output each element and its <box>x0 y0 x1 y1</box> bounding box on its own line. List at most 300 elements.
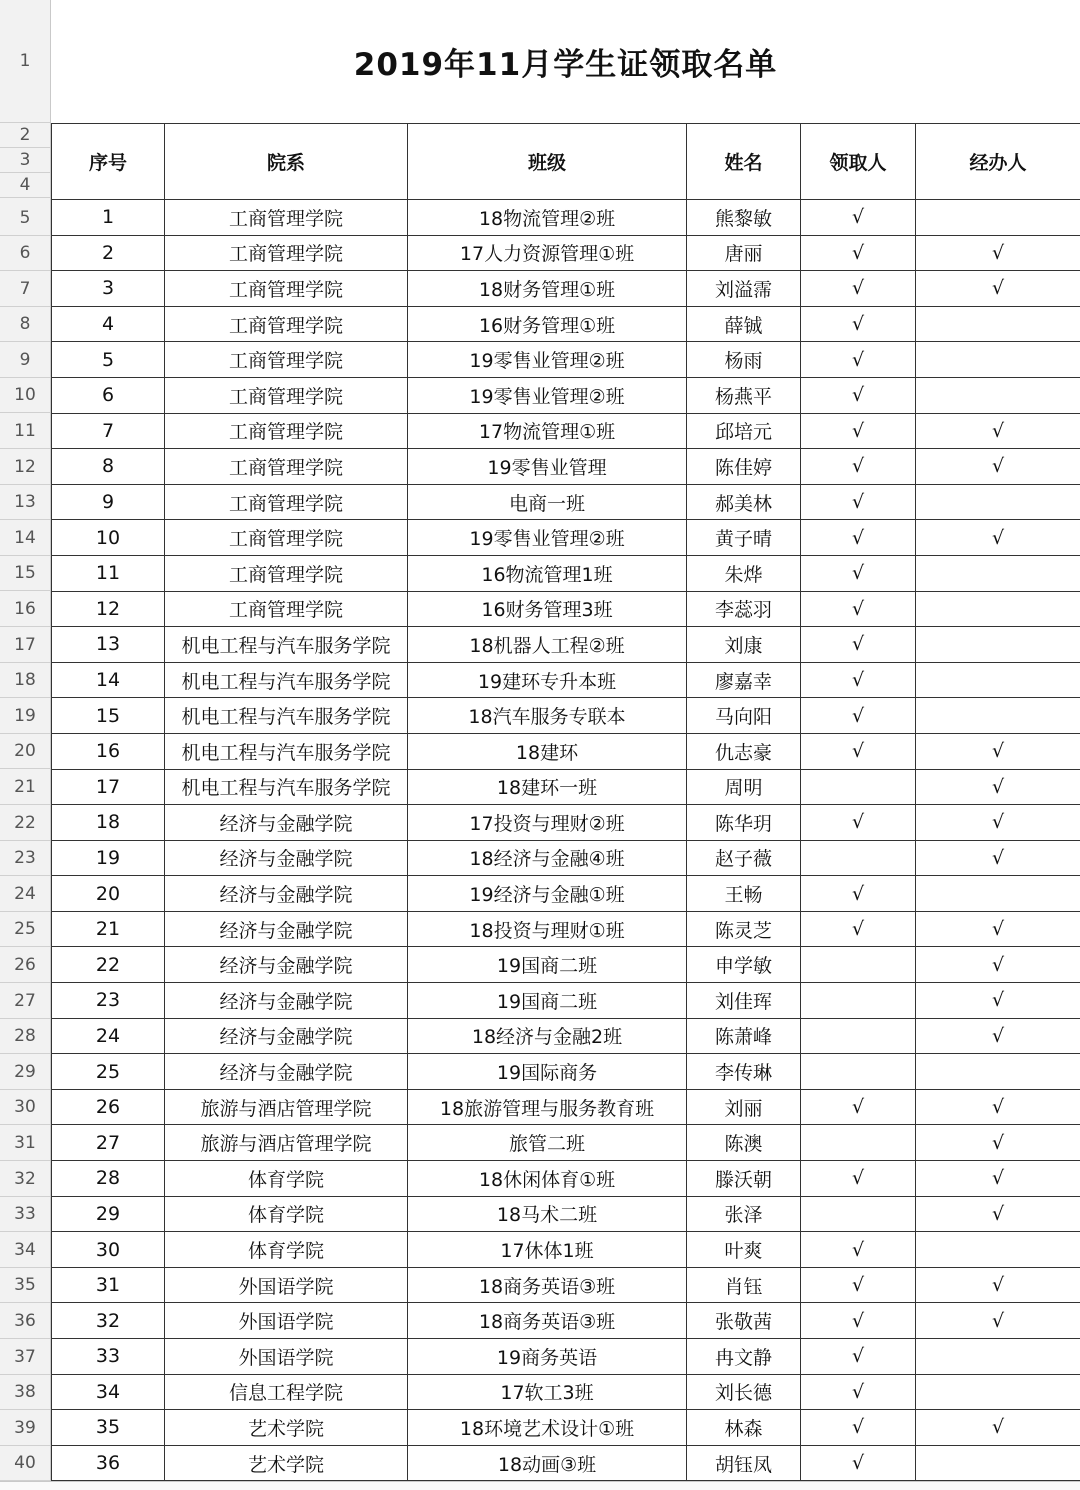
cell-class[interactable]: 19国商二班 <box>408 947 687 983</box>
row-number[interactable]: 34 <box>0 1232 50 1268</box>
cell-class[interactable]: 18休闲体育①班 <box>408 1161 687 1197</box>
cell-receiver[interactable]: √ <box>801 876 916 912</box>
cell-class[interactable]: 17软工3班 <box>408 1374 687 1410</box>
cell-name[interactable]: 刘溢霈 <box>687 271 801 307</box>
row-number[interactable]: 30 <box>0 1089 50 1125</box>
row-number[interactable]: 9 <box>0 342 50 378</box>
cell-class[interactable]: 18动画③班 <box>408 1445 687 1481</box>
cell-dept[interactable]: 工商管理学院 <box>165 235 408 271</box>
cell-name[interactable]: 刘丽 <box>687 1089 801 1125</box>
cell-agent[interactable]: √ <box>916 271 1080 307</box>
cell-receiver[interactable]: √ <box>801 1161 916 1197</box>
row-number[interactable]: 25 <box>0 911 50 947</box>
cell-agent[interactable] <box>916 1445 1080 1481</box>
cell-agent[interactable]: √ <box>916 1410 1080 1446</box>
cell-no[interactable]: 34 <box>52 1374 165 1410</box>
table-row <box>52 449 1080 485</box>
cell-name[interactable]: 熊黎敏 <box>687 200 801 236</box>
cell-name[interactable]: 陈灵芝 <box>687 911 801 947</box>
table-row <box>52 342 1080 378</box>
row-number[interactable]: 16 <box>0 591 50 627</box>
cell-class[interactable]: 19零售业管理②班 <box>408 520 687 556</box>
cell-no[interactable]: 18 <box>52 805 165 841</box>
row-number[interactable]: 14 <box>0 520 50 556</box>
cell-name[interactable]: 仇志豪 <box>687 733 801 769</box>
cell-name[interactable]: 叶爽 <box>687 1232 801 1268</box>
cell-name[interactable]: 林森 <box>687 1410 801 1446</box>
cell-dept[interactable]: 机电工程与汽车服务学院 <box>165 733 408 769</box>
cell-dept[interactable]: 旅游与酒店管理学院 <box>165 1089 408 1125</box>
header-row <box>52 124 1080 200</box>
cell-no[interactable]: 5 <box>52 342 165 378</box>
row-number[interactable]: 23 <box>0 840 50 876</box>
row-number[interactable]: 18 <box>0 662 50 698</box>
table-row <box>52 627 1080 663</box>
cell-receiver[interactable]: √ <box>801 413 916 449</box>
cell-name[interactable]: 冉文静 <box>687 1339 801 1375</box>
cell-dept[interactable]: 工商管理学院 <box>165 520 408 556</box>
cell-agent[interactable] <box>916 698 1080 734</box>
table-row <box>52 662 1080 698</box>
table-row <box>52 840 1080 876</box>
row-number[interactable]: 32 <box>0 1161 50 1197</box>
table-row <box>52 1303 1080 1339</box>
cell-agent[interactable] <box>916 627 1080 663</box>
cell-class[interactable]: 18物流管理②班 <box>408 200 687 236</box>
cell-dept[interactable]: 艺术学院 <box>165 1445 408 1481</box>
cell-receiver[interactable]: √ <box>801 1445 916 1481</box>
cell-agent[interactable] <box>916 484 1080 520</box>
row-number[interactable]: 22 <box>0 805 50 841</box>
row-number[interactable]: 17 <box>0 627 50 663</box>
cell-class[interactable]: 18建环一班 <box>408 769 687 805</box>
cell-class[interactable]: 电商一班 <box>408 484 687 520</box>
table-row <box>52 1161 1080 1197</box>
table-row <box>52 235 1080 271</box>
cell-dept[interactable]: 经济与金融学院 <box>165 911 408 947</box>
cell-receiver[interactable]: √ <box>801 1410 916 1446</box>
cell-class[interactable]: 19零售业管理②班 <box>408 342 687 378</box>
cell-no[interactable]: 3 <box>52 271 165 307</box>
table-row <box>52 983 1080 1019</box>
cell-receiver[interactable] <box>801 1196 916 1232</box>
table-row <box>52 1445 1080 1481</box>
cell-receiver[interactable] <box>801 1125 916 1161</box>
cell-agent[interactable]: √ <box>916 520 1080 556</box>
cell-name[interactable]: 张泽 <box>687 1196 801 1232</box>
cell-no[interactable]: 8 <box>52 449 165 485</box>
cell-dept[interactable]: 经济与金融学院 <box>165 947 408 983</box>
cell-no[interactable]: 21 <box>52 911 165 947</box>
cell-no[interactable]: 14 <box>52 662 165 698</box>
row-number[interactable]: 2 <box>0 123 50 148</box>
cell-class[interactable]: 19零售业管理②班 <box>408 377 687 413</box>
row-number[interactable]: 26 <box>0 947 50 983</box>
row-number[interactable]: 13 <box>0 484 50 520</box>
cell-no[interactable]: 20 <box>52 876 165 912</box>
cell-agent[interactable]: √ <box>916 911 1080 947</box>
cell-dept[interactable]: 体育学院 <box>165 1196 408 1232</box>
cell-receiver[interactable] <box>801 769 916 805</box>
row-number[interactable]: 8 <box>0 306 50 342</box>
cell-no[interactable]: 19 <box>52 840 165 876</box>
cell-dept[interactable]: 经济与金融学院 <box>165 1018 408 1054</box>
cell-no[interactable]: 32 <box>52 1303 165 1339</box>
cell-class[interactable]: 18经济与金融2班 <box>408 1018 687 1054</box>
col-header-agent[interactable]: 经办人 <box>916 124 1080 200</box>
row-number[interactable]: 10 <box>0 377 50 413</box>
cell-class[interactable]: 18环境艺术设计①班 <box>408 1410 687 1446</box>
table-row <box>52 1054 1080 1090</box>
cell-agent[interactable]: √ <box>916 1161 1080 1197</box>
cell-name[interactable]: 刘佳珲 <box>687 983 801 1019</box>
table-row <box>52 306 1080 342</box>
cell-receiver[interactable]: √ <box>801 1267 916 1303</box>
table-row <box>52 1374 1080 1410</box>
cell-dept[interactable]: 工商管理学院 <box>165 377 408 413</box>
cell-name[interactable]: 杨雨 <box>687 342 801 378</box>
cell-class[interactable]: 19国际商务 <box>408 1054 687 1090</box>
cell-no[interactable]: 1 <box>52 200 165 236</box>
cell-name[interactable]: 陈澳 <box>687 1125 801 1161</box>
table-row <box>52 1125 1080 1161</box>
row-number[interactable]: 35 <box>0 1267 50 1303</box>
cell-no[interactable]: 16 <box>52 733 165 769</box>
cell-dept[interactable]: 经济与金融学院 <box>165 1054 408 1090</box>
cell-no[interactable]: 36 <box>52 1445 165 1481</box>
cell-dept[interactable]: 机电工程与汽车服务学院 <box>165 698 408 734</box>
cell-no[interactable]: 11 <box>52 555 165 591</box>
cell-name[interactable]: 张敬茜 <box>687 1303 801 1339</box>
cell-class[interactable]: 18马术二班 <box>408 1196 687 1232</box>
cell-class[interactable]: 17投资与理财②班 <box>408 805 687 841</box>
table-row <box>52 769 1080 805</box>
cell-no[interactable]: 29 <box>52 1196 165 1232</box>
cell-dept[interactable]: 工商管理学院 <box>165 342 408 378</box>
cell-agent[interactable]: √ <box>916 733 1080 769</box>
cell-agent[interactable]: √ <box>916 1018 1080 1054</box>
cell-agent[interactable]: √ <box>916 1267 1080 1303</box>
cell-dept[interactable]: 工商管理学院 <box>165 200 408 236</box>
row-number[interactable]: 19 <box>0 698 50 734</box>
cell-dept[interactable]: 信息工程学院 <box>165 1374 408 1410</box>
row-number[interactable]: 21 <box>0 769 50 805</box>
cell-class[interactable]: 16物流管理1班 <box>408 555 687 591</box>
cell-name[interactable]: 薛铖 <box>687 306 801 342</box>
table-row <box>52 911 1080 947</box>
cell-agent[interactable] <box>916 377 1080 413</box>
cell-receiver[interactable]: √ <box>801 1232 916 1268</box>
cell-class[interactable]: 19经济与金融①班 <box>408 876 687 912</box>
cell-class[interactable]: 18商务英语③班 <box>408 1303 687 1339</box>
cell-agent[interactable]: √ <box>916 1303 1080 1339</box>
cell-receiver[interactable]: √ <box>801 662 916 698</box>
row-number[interactable]: 6 <box>0 235 50 271</box>
cell-receiver[interactable]: √ <box>801 200 916 236</box>
cell-name[interactable]: 李蕊羽 <box>687 591 801 627</box>
row-number[interactable]: 36 <box>0 1303 50 1339</box>
cell-name[interactable]: 唐丽 <box>687 235 801 271</box>
cell-receiver[interactable]: √ <box>801 1374 916 1410</box>
table-row <box>52 484 1080 520</box>
row-number[interactable]: 27 <box>0 983 50 1019</box>
cell-dept[interactable]: 工商管理学院 <box>165 449 408 485</box>
cell-agent[interactable] <box>916 306 1080 342</box>
cell-dept[interactable]: 旅游与酒店管理学院 <box>165 1125 408 1161</box>
cell-class[interactable]: 16财务管理3班 <box>408 591 687 627</box>
cell-class[interactable]: 18投资与理财①班 <box>408 911 687 947</box>
cell-agent[interactable]: √ <box>916 840 1080 876</box>
cell-class[interactable]: 17物流管理①班 <box>408 413 687 449</box>
cell-dept[interactable]: 工商管理学院 <box>165 555 408 591</box>
cell-receiver[interactable]: √ <box>801 698 916 734</box>
row-number[interactable]: 15 <box>0 555 50 591</box>
row-number[interactable]: 3 <box>0 148 50 173</box>
cell-name[interactable]: 申学敏 <box>687 947 801 983</box>
table-row <box>52 1267 1080 1303</box>
cell-no[interactable]: 26 <box>52 1089 165 1125</box>
cell-receiver[interactable] <box>801 947 916 983</box>
cell-no[interactable]: 33 <box>52 1339 165 1375</box>
cell-name[interactable]: 胡钰凤 <box>687 1445 801 1481</box>
cell-agent[interactable] <box>916 662 1080 698</box>
cell-agent[interactable]: √ <box>916 983 1080 1019</box>
cell-receiver[interactable]: √ <box>801 271 916 307</box>
cell-agent[interactable] <box>916 555 1080 591</box>
cell-agent[interactable]: √ <box>916 769 1080 805</box>
table-row <box>52 377 1080 413</box>
col-header-no[interactable]: 序号 <box>52 124 165 200</box>
col-header-receiver[interactable]: 领取人 <box>801 124 916 200</box>
table-row <box>52 698 1080 734</box>
cell-dept[interactable]: 经济与金融学院 <box>165 805 408 841</box>
row-number-gutter <box>0 0 51 1489</box>
cell-agent[interactable] <box>916 200 1080 236</box>
cell-agent[interactable] <box>916 1232 1080 1268</box>
cell-dept[interactable]: 体育学院 <box>165 1161 408 1197</box>
cell-class[interactable]: 19零售业管理 <box>408 449 687 485</box>
cell-name[interactable]: 马向阳 <box>687 698 801 734</box>
cell-name[interactable]: 陈萧峰 <box>687 1018 801 1054</box>
cell-class[interactable]: 18旅游管理与服务教育班 <box>408 1089 687 1125</box>
cell-class[interactable]: 18财务管理①班 <box>408 271 687 307</box>
cell-name[interactable]: 廖嘉幸 <box>687 662 801 698</box>
cell-no[interactable]: 35 <box>52 1410 165 1446</box>
row-number[interactable]: 40 <box>0 1445 50 1481</box>
cell-dept[interactable]: 工商管理学院 <box>165 413 408 449</box>
table-row <box>52 271 1080 307</box>
cell-no[interactable]: 7 <box>52 413 165 449</box>
cell-receiver[interactable]: √ <box>801 733 916 769</box>
table-row <box>52 1339 1080 1375</box>
row-number[interactable]: 20 <box>0 733 50 769</box>
cell-no[interactable]: 23 <box>52 983 165 1019</box>
cell-dept[interactable]: 外国语学院 <box>165 1339 408 1375</box>
table-row <box>52 1410 1080 1446</box>
cell-name[interactable]: 郝美林 <box>687 484 801 520</box>
row-number[interactable]: 11 <box>0 413 50 449</box>
cell-class[interactable]: 19国商二班 <box>408 983 687 1019</box>
student-card-table <box>51 123 1080 1481</box>
cell-name[interactable]: 王畅 <box>687 876 801 912</box>
cell-dept[interactable]: 工商管理学院 <box>165 306 408 342</box>
cell-dept[interactable]: 体育学院 <box>165 1232 408 1268</box>
cell-no[interactable]: 22 <box>52 947 165 983</box>
cell-name[interactable]: 黄子晴 <box>687 520 801 556</box>
cell-agent[interactable] <box>916 1339 1080 1375</box>
cell-class[interactable]: 17人力资源管理①班 <box>408 235 687 271</box>
cell-class[interactable]: 16财务管理①班 <box>408 306 687 342</box>
cell-dept[interactable]: 工商管理学院 <box>165 484 408 520</box>
cell-class[interactable]: 19建环专升本班 <box>408 662 687 698</box>
row-number[interactable]: 33 <box>0 1196 50 1232</box>
table-row <box>52 200 1080 236</box>
cell-receiver[interactable]: √ <box>801 342 916 378</box>
cell-dept[interactable]: 工商管理学院 <box>165 271 408 307</box>
cell-name[interactable]: 刘康 <box>687 627 801 663</box>
cell-no[interactable]: 9 <box>52 484 165 520</box>
cell-no[interactable]: 2 <box>52 235 165 271</box>
cell-agent[interactable] <box>916 1054 1080 1090</box>
cell-name[interactable]: 陈佳婷 <box>687 449 801 485</box>
cell-class[interactable]: 18建环 <box>408 733 687 769</box>
cell-no[interactable]: 25 <box>52 1054 165 1090</box>
table-row <box>52 1089 1080 1125</box>
cell-name[interactable]: 朱烨 <box>687 555 801 591</box>
cell-dept[interactable]: 机电工程与汽车服务学院 <box>165 662 408 698</box>
cell-class[interactable]: 18汽车服务专联本 <box>408 698 687 734</box>
col-header-dept[interactable]: 院系 <box>165 124 408 200</box>
cell-name[interactable]: 李传琳 <box>687 1054 801 1090</box>
cell-dept[interactable]: 机电工程与汽车服务学院 <box>165 769 408 805</box>
row-number[interactable]: 28 <box>0 1018 50 1054</box>
row-number[interactable]: 37 <box>0 1339 50 1375</box>
cell-class[interactable]: 18商务英语③班 <box>408 1267 687 1303</box>
table-row <box>52 555 1080 591</box>
cell-receiver[interactable]: √ <box>801 235 916 271</box>
cell-agent[interactable]: √ <box>916 1089 1080 1125</box>
cell-no[interactable]: 15 <box>52 698 165 734</box>
cell-dept[interactable]: 工商管理学院 <box>165 591 408 627</box>
table-row <box>52 1196 1080 1232</box>
cell-dept[interactable]: 艺术学院 <box>165 1410 408 1446</box>
cell-no[interactable]: 28 <box>52 1161 165 1197</box>
cell-dept[interactable]: 机电工程与汽车服务学院 <box>165 627 408 663</box>
cell-receiver[interactable]: √ <box>801 555 916 591</box>
cell-agent[interactable] <box>916 876 1080 912</box>
cell-agent[interactable] <box>916 1374 1080 1410</box>
table-row <box>52 1232 1080 1268</box>
cell-no[interactable]: 27 <box>52 1125 165 1161</box>
cell-agent[interactable] <box>916 342 1080 378</box>
col-header-name[interactable]: 姓名 <box>687 124 801 200</box>
cell-receiver[interactable] <box>801 983 916 1019</box>
cell-receiver[interactable]: √ <box>801 1089 916 1125</box>
row-number[interactable]: 31 <box>0 1125 50 1161</box>
cell-receiver[interactable]: √ <box>801 377 916 413</box>
cell-no[interactable]: 24 <box>52 1018 165 1054</box>
cell-receiver[interactable]: √ <box>801 911 916 947</box>
title-cell[interactable] <box>51 0 1080 123</box>
cell-no[interactable]: 31 <box>52 1267 165 1303</box>
cell-receiver[interactable] <box>801 1054 916 1090</box>
cell-name[interactable]: 周明 <box>687 769 801 805</box>
cell-class[interactable]: 旅管二班 <box>408 1125 687 1161</box>
cell-receiver[interactable]: √ <box>801 1303 916 1339</box>
cell-receiver[interactable] <box>801 840 916 876</box>
cell-no[interactable]: 6 <box>52 377 165 413</box>
cell-no[interactable]: 30 <box>52 1232 165 1268</box>
table-row <box>52 591 1080 627</box>
cell-no[interactable]: 12 <box>52 591 165 627</box>
cell-name[interactable]: 杨燕平 <box>687 377 801 413</box>
cell-receiver[interactable]: √ <box>801 306 916 342</box>
table-row <box>52 733 1080 769</box>
cell-no[interactable]: 13 <box>52 627 165 663</box>
cell-receiver[interactable]: √ <box>801 520 916 556</box>
cell-receiver[interactable]: √ <box>801 484 916 520</box>
cell-receiver[interactable]: √ <box>801 805 916 841</box>
row-number[interactable]: 24 <box>0 876 50 912</box>
cell-name[interactable]: 肖钰 <box>687 1267 801 1303</box>
cell-receiver[interactable]: √ <box>801 627 916 663</box>
cell-dept[interactable]: 经济与金融学院 <box>165 876 408 912</box>
cell-agent[interactable]: √ <box>916 947 1080 983</box>
cell-receiver[interactable] <box>801 1018 916 1054</box>
cell-agent[interactable]: √ <box>916 413 1080 449</box>
row-number[interactable]: 4 <box>0 173 50 198</box>
cell-agent[interactable]: √ <box>916 235 1080 271</box>
cell-dept[interactable]: 经济与金融学院 <box>165 840 408 876</box>
cell-name[interactable]: 滕沃朝 <box>687 1161 801 1197</box>
row-number[interactable]: 5 <box>0 200 50 236</box>
table-row <box>52 1018 1080 1054</box>
cell-class[interactable]: 17休体1班 <box>408 1232 687 1268</box>
cell-class[interactable]: 18机器人工程②班 <box>408 627 687 663</box>
cell-dept[interactable]: 经济与金融学院 <box>165 983 408 1019</box>
cell-agent[interactable]: √ <box>916 1196 1080 1232</box>
cell-agent[interactable] <box>916 591 1080 627</box>
cell-class[interactable]: 19商务英语 <box>408 1339 687 1375</box>
cell-receiver[interactable]: √ <box>801 1339 916 1375</box>
table-row <box>52 520 1080 556</box>
cell-name[interactable]: 赵子薇 <box>687 840 801 876</box>
cell-name[interactable]: 陈华玥 <box>687 805 801 841</box>
row-number[interactable]: 7 <box>0 271 50 307</box>
cell-dept[interactable]: 外国语学院 <box>165 1303 408 1339</box>
cell-name[interactable]: 邱培元 <box>687 413 801 449</box>
table-row <box>52 413 1080 449</box>
row-number[interactable]: 38 <box>0 1374 50 1410</box>
cell-receiver[interactable]: √ <box>801 449 916 485</box>
cell-receiver[interactable]: √ <box>801 591 916 627</box>
row-number[interactable]: 1 <box>0 0 50 123</box>
cell-agent[interactable]: √ <box>916 449 1080 485</box>
page-title: 2019年11月学生证领取名单 <box>354 39 777 84</box>
cell-name[interactable]: 刘长德 <box>687 1374 801 1410</box>
cell-agent[interactable]: √ <box>916 805 1080 841</box>
row-number[interactable]: 12 <box>0 449 50 485</box>
col-header-class[interactable]: 班级 <box>408 124 687 200</box>
cell-no[interactable]: 4 <box>52 306 165 342</box>
cell-no[interactable]: 10 <box>52 520 165 556</box>
cell-dept[interactable]: 外国语学院 <box>165 1267 408 1303</box>
cell-no[interactable]: 17 <box>52 769 165 805</box>
cell-agent[interactable]: √ <box>916 1125 1080 1161</box>
row-number[interactable]: 39 <box>0 1410 50 1446</box>
cell-class[interactable]: 18经济与金融④班 <box>408 840 687 876</box>
row-number[interactable]: 29 <box>0 1054 50 1090</box>
